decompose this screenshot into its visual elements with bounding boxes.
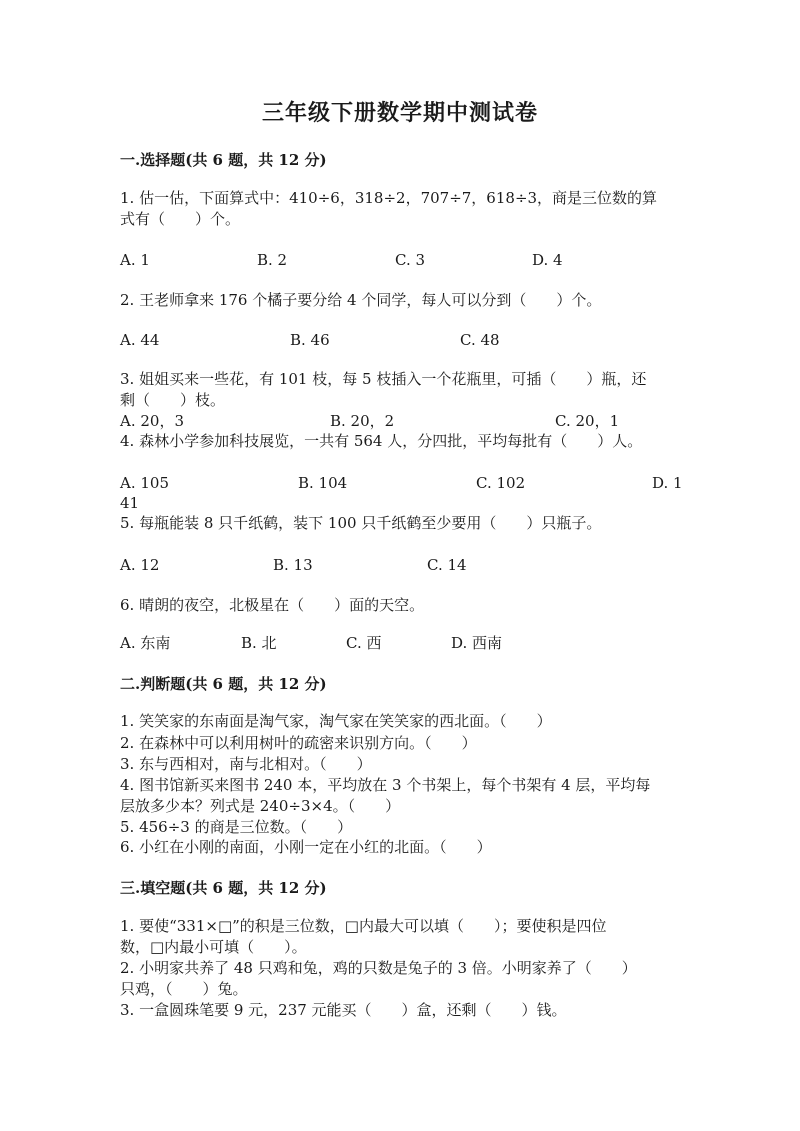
q4-option-b: B. 104 <box>298 474 348 492</box>
fill-line-3: 2. 小明家共养了 48 只鸡和兔，鸡的只数是兔子的 3 倍。小明家养了（ ） <box>120 959 637 977</box>
judgement-line-3: 3. 东与西相对，南与北相对。（ ） <box>120 755 372 773</box>
q6-option-a: A. 东南 <box>120 634 171 652</box>
q1-option-a: A. 1 <box>120 251 150 269</box>
question-2-line-1: 2. 王老师拿来 176 个橘子要分给 4 个同学，每人可以分到（ ）个。 <box>120 291 602 309</box>
judgement-line-6: 5. 456÷3 的商是三位数。（ ） <box>120 818 353 836</box>
q2-option-a: A. 44 <box>120 331 160 349</box>
q1-option-d: D. 4 <box>532 251 563 269</box>
section-heading-choice: 一.选择题(共 6 题，共 12 分) <box>120 151 327 169</box>
fill-line-1: 1. 要使“331×□”的积是三位数，□内最大可以填（ ）；要使积是四位 <box>120 917 607 935</box>
q5-option-c: C. 14 <box>427 556 467 574</box>
question-1-line-2: 式有（ ）个。 <box>120 210 241 228</box>
judgement-line-5: 层放多少本？列式是 240÷3×4。（ ） <box>120 797 401 815</box>
q1-option-c: C. 3 <box>395 251 426 269</box>
question-1-line-1: 1. 估一估，下面算式中：410÷6，318÷2，707÷7，618÷3，商是三位数的算 <box>120 189 658 207</box>
fill-line-2: 数，□内最小可填（ ）。 <box>120 938 307 956</box>
question-6-line-1: 6. 晴朗的夜空，北极星在（ ）面的天空。 <box>120 596 425 614</box>
judgement-line-4: 4. 图书馆新买来图书 240 本，平均放在 3 个书架上，每个书架有 4 层，平均每 <box>120 776 651 794</box>
judgement-line-7: 6. 小红在小刚的南面，小刚一定在小红的北面。（ ） <box>120 838 492 856</box>
q6-option-c: C. 西 <box>346 634 382 652</box>
fill-line-5: 3. 一盒圆珠笔要 9 元，237 元能买（ ）盒，还剩（ ）钱。 <box>120 1001 567 1019</box>
q3-option-b: B. 20，2 <box>330 412 395 430</box>
q6-option-b: B. 北 <box>241 634 277 652</box>
q4-option-d: D. 1 <box>652 474 683 492</box>
q4-option-a: A. 105 <box>120 474 169 492</box>
q3-option-c: C. 20，1 <box>555 412 620 430</box>
judgement-line-2: 2. 在森林中可以利用树叶的疏密来识别方向。（ ） <box>120 734 477 752</box>
judgement-line-1: 1. 笑笑家的东南面是淘气家，淘气家在笑笑家的西北面。（ ） <box>120 712 552 730</box>
q2-option-b: B. 46 <box>290 331 330 349</box>
page-title: 三年级下册数学期中测试卷 <box>261 100 538 126</box>
q2-option-c: C. 48 <box>460 331 500 349</box>
question-5-line-1: 5. 每瓶能装 8 只千纸鹤，装下 100 只千纸鹤至少要用（ ）只瓶子。 <box>120 514 602 532</box>
q4-option-c: C. 102 <box>476 474 526 492</box>
fill-line-4: 只鸡，（ ）兔。 <box>120 980 248 998</box>
q1-option-b: B. 2 <box>257 251 288 269</box>
question-3-line-1: 3. 姐姐买来一些花，有 101 枝，每 5 枝插入一个花瓶里，可插（ ）瓶，还 <box>120 370 647 388</box>
q4-option-d-wrap: 41 <box>120 494 140 512</box>
q5-option-a: A. 12 <box>120 556 160 574</box>
question-3-line-2: 剩（ ）枝。 <box>120 391 226 409</box>
q3-option-a: A. 20，3 <box>120 412 184 430</box>
section-heading-judgement: 二.判断题(共 6 题，共 12 分) <box>120 675 327 693</box>
q5-option-b: B. 13 <box>273 556 313 574</box>
q6-option-d: D. 西南 <box>451 634 503 652</box>
section-heading-fill-in: 三.填空题(共 6 题，共 12 分) <box>120 879 327 897</box>
question-4-line-1: 4. 森林小学参加科技展览，一共有 564 人，分四批，平均每批有（ ）人。 <box>120 432 643 450</box>
